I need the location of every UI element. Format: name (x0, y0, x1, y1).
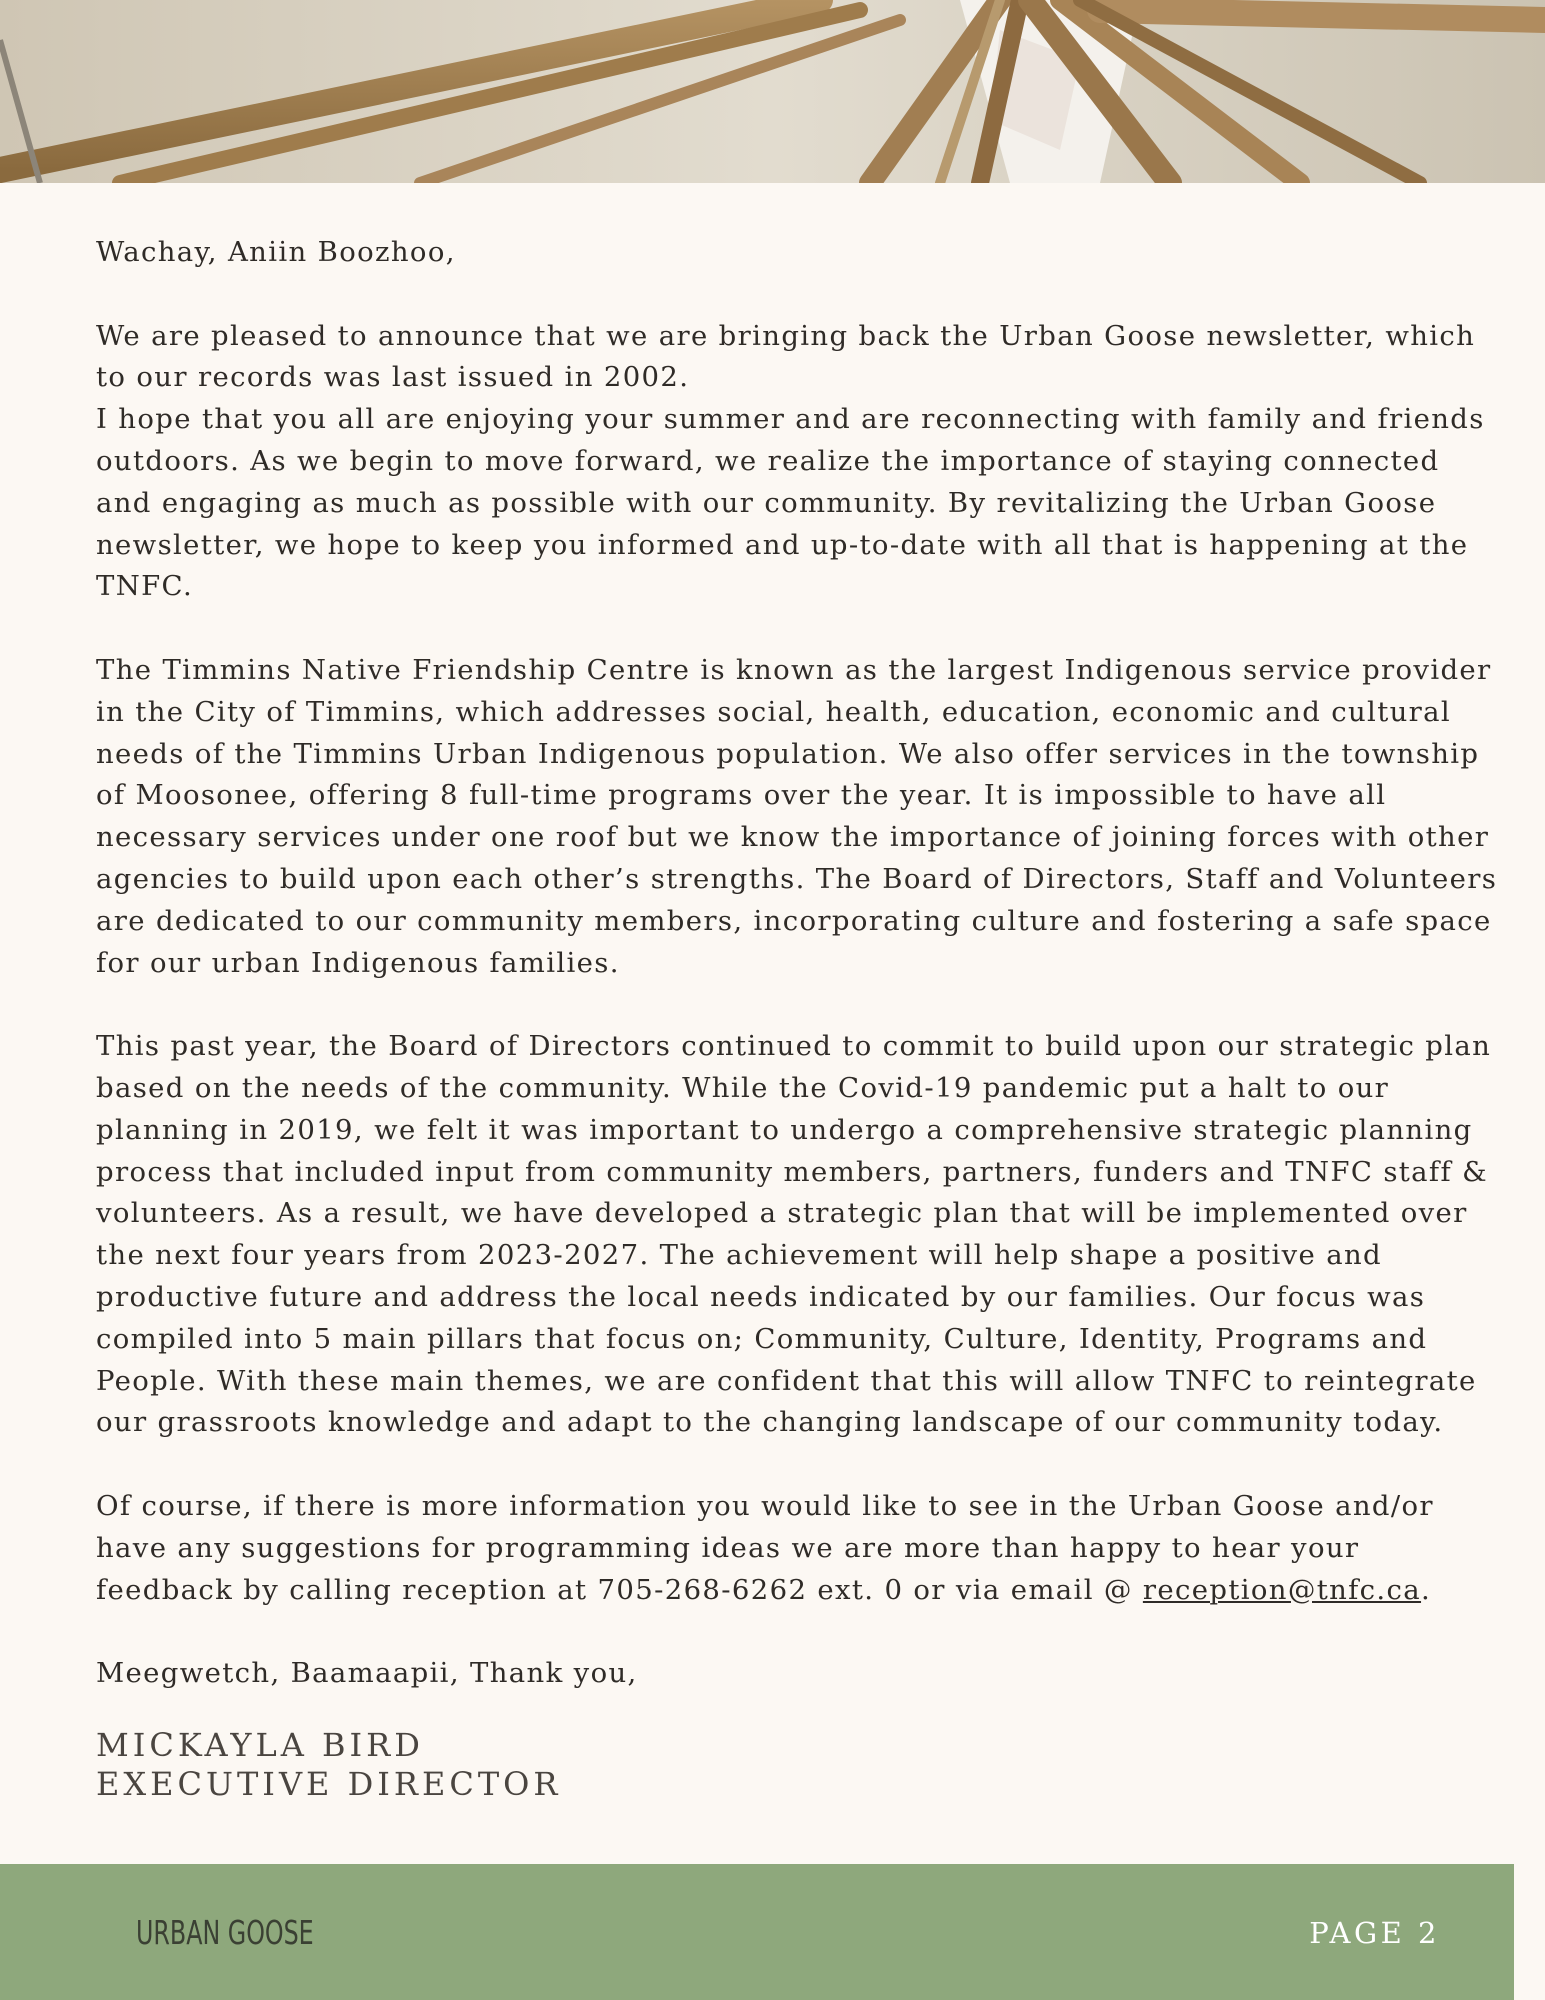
paragraph-spacer (96, 608, 1476, 650)
letter-line: needs of the Timmins Urban Indigenous population. We also offer services in the township (96, 737, 1480, 770)
letter-line: to our records was last issued in 2002. (96, 361, 690, 394)
header-photo-teepee-poles (0, 0, 1545, 183)
teepee-poles-illustration (0, 0, 1545, 183)
letter-line: We are pleased to announce that we are bringing back the Urban Goose newsletter, which (96, 319, 1476, 352)
letter-body (96, 232, 1498, 1695)
letter-line: of Moosonee, offering 8 full-time programs over the year. It is impossible to have all (96, 779, 1387, 812)
letter-line: in the City of Timmins, which addresses social, health, education, economic and cultural (96, 695, 1452, 728)
letter-closing: Meegwetch, Baamaapii, Thank you, (96, 1657, 638, 1690)
letter-line: Of course, if there is more information you would like to see in the Urban Goose and/or (96, 1489, 1434, 1522)
letter-line: outdoors. As we begin to move forward, we realize the importance of staying connected (96, 444, 1440, 477)
footer-publication-name: URBAN GOOSE (136, 1913, 314, 1952)
letter-line: based on the needs of the community. While the Covid-19 pandemic put a halt to our (96, 1071, 1390, 1104)
letter-line: are dedicated to our community members, incorporating culture and fostering a safe space (96, 904, 1492, 937)
email-link[interactable]: reception@tnfc.ca (1142, 1573, 1422, 1606)
paragraph-spacer (96, 1444, 1476, 1486)
letter-line: planning in 2019, we felt it was important to undergo a comprehensive strategic planning (96, 1113, 1473, 1146)
letter-line: our grassroots knowledge and adapt to the changing landscape of our community today. (96, 1406, 1444, 1439)
letter-line: productive future and address the local needs indicated by our families. Our focus was (96, 1280, 1426, 1313)
letter-line: the next four years from 2023-2027. The achievement will help shape a positive and (96, 1239, 1383, 1272)
letter-line: process that included input from community members, partners, funders and TNFC staff & (96, 1155, 1488, 1188)
paragraph-spacer (96, 274, 1476, 316)
letter-line: and engaging as much as possible with our community. By revitalizing the Urban Goose (96, 486, 1437, 519)
letter-line: for our urban Indigenous families. (96, 946, 620, 979)
period-text: . (1421, 1573, 1432, 1606)
letter-line: The Timmins Native Friendship Centre is known as the largest Indigenous service provider (96, 653, 1492, 686)
letter-line-with-email (96, 1570, 1476, 1612)
letter-line: newsletter, we hope to keep you informed and up-to-date with all that is happening at the (96, 528, 1469, 561)
signature-block (96, 1726, 561, 1804)
letter-line: volunteers. As a result, we have developed a strategic plan that will be implemented over (96, 1197, 1468, 1230)
letter-line: TNFC. (96, 570, 194, 603)
footer-page-number: PAGE 2 (1309, 1916, 1440, 1950)
letter-line: I hope that you all are enjoying your summer and are reconnecting with family and friends (96, 403, 1485, 436)
signature-name: MICKAYLA BIRD (96, 1726, 424, 1764)
letter-line: compiled into 5 main pillars that focus on; Community, Culture, Identity, Programs and (96, 1322, 1428, 1355)
letter-line: People. With these main themes, we are confident that this will allow TNFC to reintegrate (96, 1364, 1477, 1397)
letter-line: necessary services under one roof but we know the importance of joining forces with other (96, 821, 1490, 854)
letter-line: This past year, the Board of Directors continued to commit to build upon our strategic plan (96, 1030, 1492, 1063)
footer-edge (1514, 1864, 1545, 2000)
paragraph-spacer (96, 1611, 1476, 1653)
signature-title: EXECUTIVE DIRECTOR (96, 1765, 562, 1803)
letter-greeting: Wachay, Aniin Boozhoo, (96, 236, 456, 268)
letter-line: have any suggestions for programming ideas we are more than happy to hear your (96, 1531, 1360, 1564)
letter-line: agencies to build upon each other’s strengths. The Board of Directors, Staff and Volunteers (96, 862, 1498, 895)
feedback-text: feedback by calling reception at 705-268-6262 ext. 0 or via email @ (96, 1573, 1143, 1606)
paragraph-spacer (96, 984, 1476, 1026)
